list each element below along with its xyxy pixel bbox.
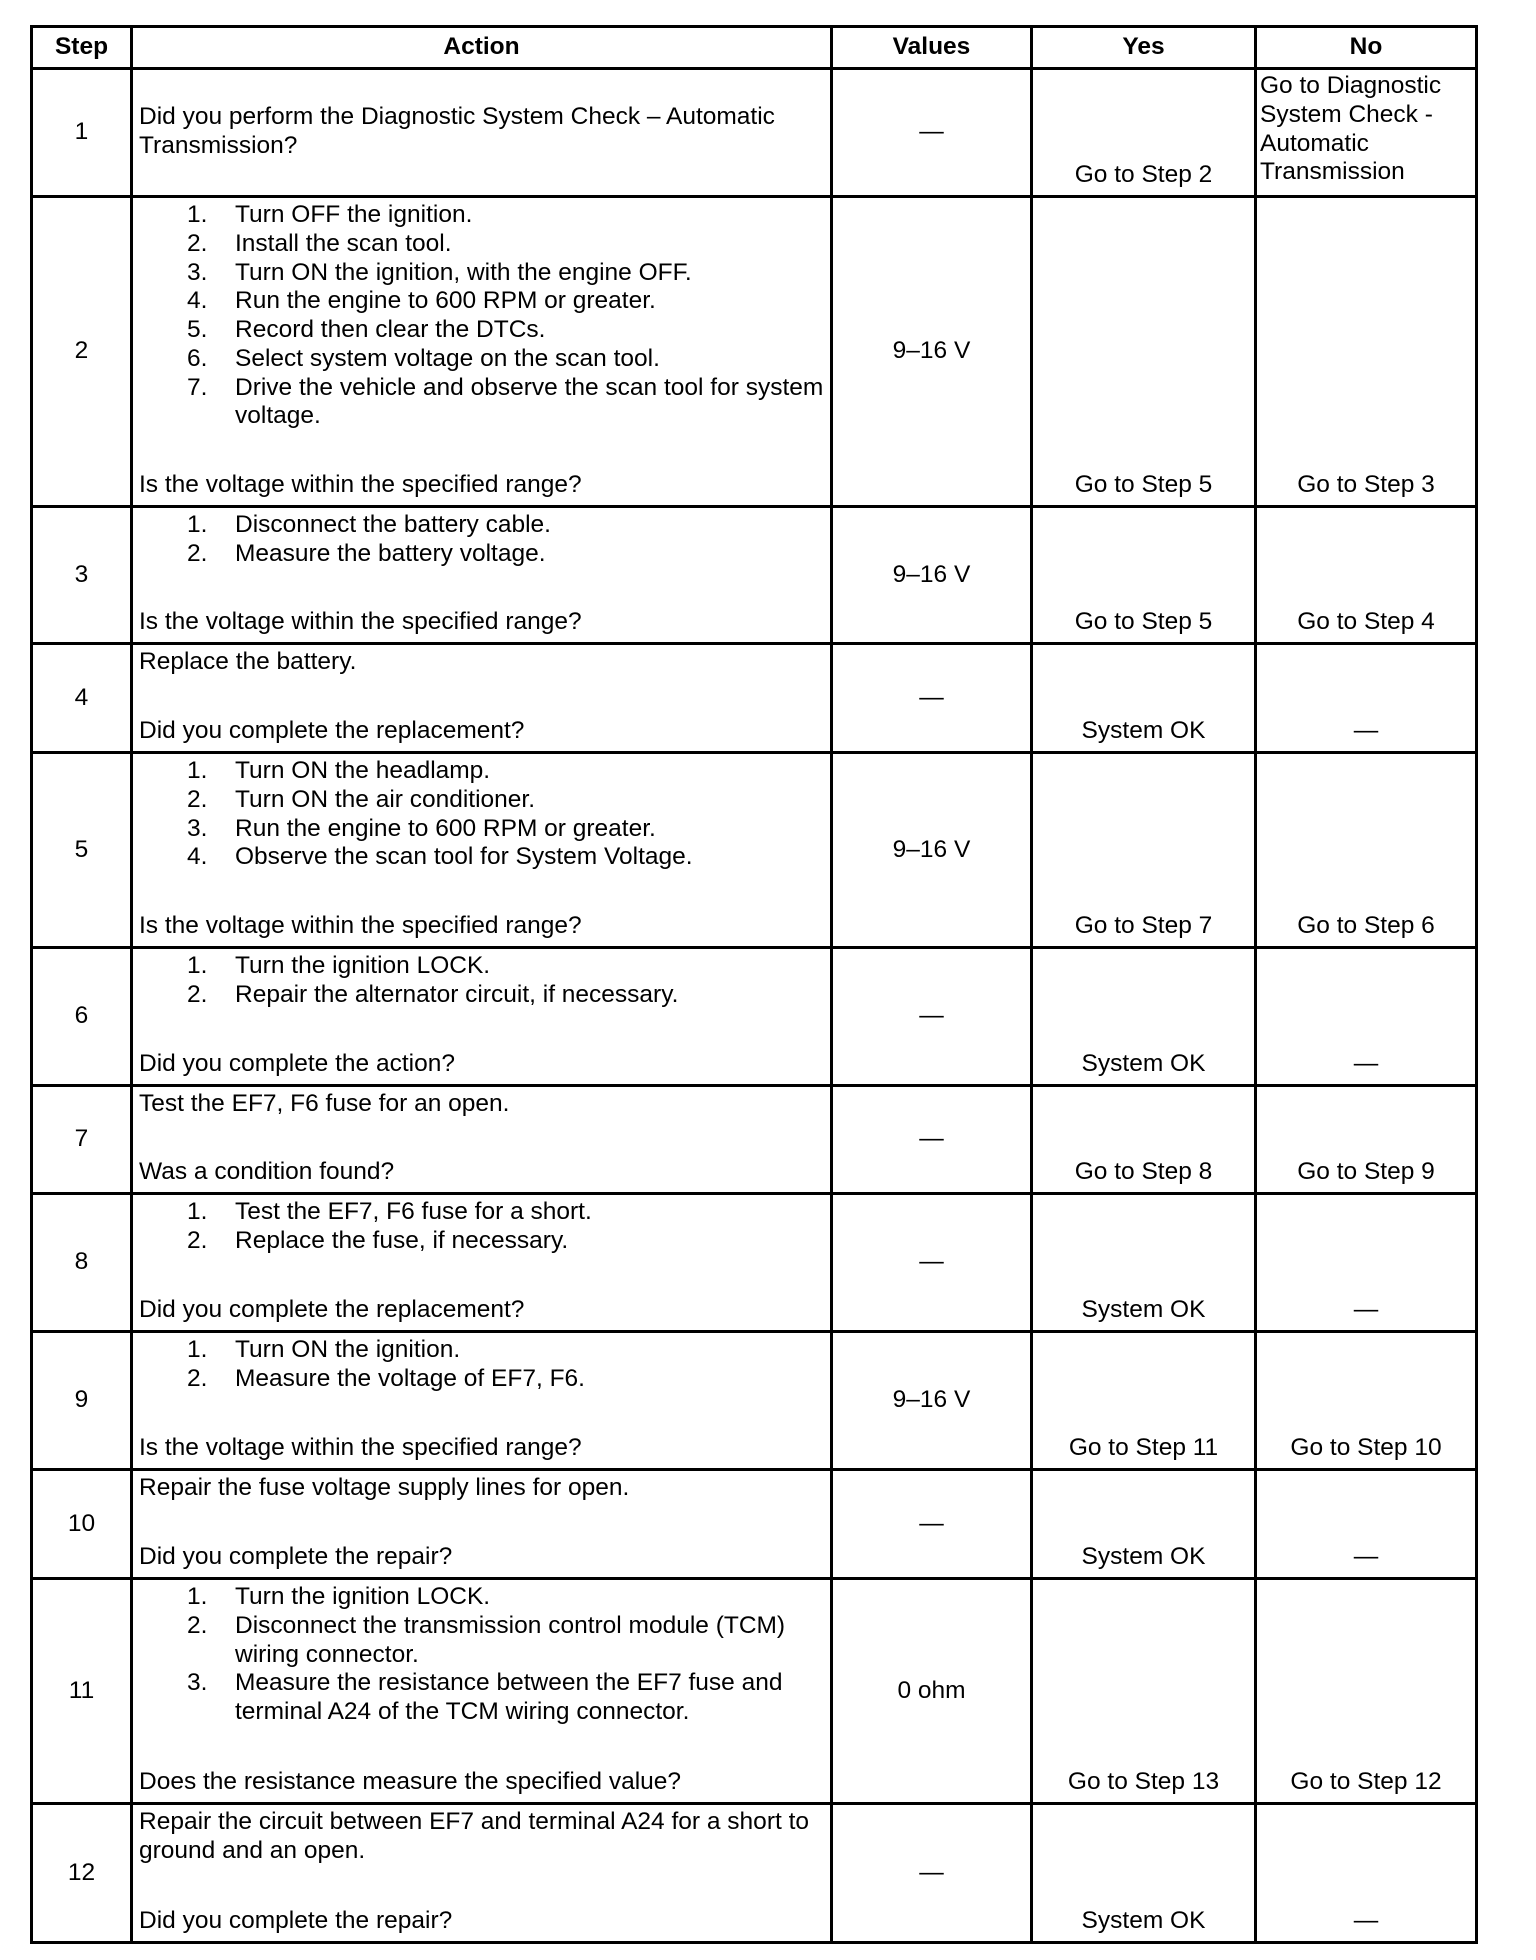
no-cell <box>1257 1087 1475 1192</box>
action-step-number: 3. <box>187 258 208 286</box>
action-step-item <box>139 230 826 259</box>
action-question: Did you complete the repair? <box>139 1907 453 1935</box>
step-number: 12 <box>67 1858 96 1886</box>
action-steps-list <box>139 1198 826 1256</box>
no-cell <box>1257 1580 1475 1802</box>
step-cell <box>33 508 130 642</box>
yes-cell <box>1033 198 1254 505</box>
step-cell <box>33 1805 130 1941</box>
action-step-number: 2. <box>187 539 208 567</box>
step-cell <box>33 949 130 1084</box>
action-step-item <box>139 1612 826 1670</box>
step-number: 11 <box>68 1676 95 1704</box>
action-step-item <box>139 201 826 230</box>
action-step-item <box>139 843 826 872</box>
step-number: 9 <box>74 1386 89 1414</box>
action-step-number: 1. <box>187 952 208 979</box>
action-step-text: Replace the fuse, if necessary. <box>235 1226 569 1254</box>
action-question: Did you complete the replacement? <box>139 717 525 745</box>
step-cell <box>33 1580 130 1802</box>
action-step-text: Disconnect the transmission control module (TCM) wiring connector. <box>235 1611 786 1668</box>
action-step-item <box>139 374 826 432</box>
action-step-item <box>139 1365 826 1394</box>
no-result: Go to Step 10 <box>1290 1434 1442 1462</box>
column-header-label: No <box>1349 33 1383 61</box>
action-step-text: Turn ON the headlamp. <box>235 757 491 784</box>
values-cell <box>833 1471 1030 1577</box>
yes-cell <box>1033 70 1254 195</box>
action-question: Is the voltage within the specified range? <box>139 1434 582 1462</box>
action-step-text: Run the engine to 600 RPM or greater. <box>235 287 656 315</box>
no-cell <box>1257 754 1475 946</box>
action-step-item <box>139 287 826 316</box>
no-cell <box>1257 1471 1475 1577</box>
no-cell <box>1257 1195 1475 1330</box>
step-number: 10 <box>67 1509 96 1537</box>
action-step-number: 2. <box>187 980 208 1008</box>
values-cell <box>833 1087 1030 1192</box>
no-result: Go to Step 3 <box>1297 471 1435 499</box>
action-step-number: 2. <box>187 1226 208 1254</box>
no-result: Go to Diagnostic System Check - Automatic Transmission <box>1260 72 1442 186</box>
no-result: — <box>1353 717 1379 745</box>
values-cell <box>833 949 1030 1084</box>
yes-result: Go to Step 5 <box>1074 608 1213 636</box>
yes-result: Go to Step 11 <box>1068 1434 1219 1462</box>
yes-cell <box>1033 1580 1254 1802</box>
action-step-number: 3. <box>187 1669 208 1697</box>
values-cell <box>833 1580 1030 1802</box>
action-step-item <box>139 1583 826 1612</box>
action-step-text: Turn ON the air conditioner. <box>235 785 536 813</box>
action-step-item <box>139 511 826 540</box>
values-cell <box>833 1333 1030 1468</box>
yes-cell <box>1033 1471 1254 1577</box>
yes-result: System OK <box>1081 1296 1206 1324</box>
action-step-text: Select system voltage on the scan tool. <box>235 344 660 372</box>
action-step-number: 2. <box>187 1611 208 1639</box>
yes-result: System OK <box>1081 1907 1206 1935</box>
no-cell <box>1257 198 1475 505</box>
action-step-number: 1. <box>187 1198 208 1225</box>
no-result: — <box>1353 1050 1379 1078</box>
action-step-item <box>139 316 826 345</box>
spec-value: — <box>919 683 944 711</box>
action-question: Does the resistance measure the specified value? <box>139 1768 682 1796</box>
action-step-number: 1. <box>187 757 208 784</box>
action-cell <box>133 1195 830 1330</box>
step-cell <box>33 1087 130 1192</box>
action-cell <box>133 645 830 751</box>
yes-result: Go to Step 7 <box>1074 912 1213 940</box>
column-header-label: Action <box>443 33 520 61</box>
step-cell <box>33 198 130 505</box>
action-question: Is the voltage within the specified range? <box>139 912 582 940</box>
column-header-step <box>33 28 130 67</box>
spec-value: 9–16 V <box>892 1386 971 1414</box>
action-question: Did you complete the action? <box>139 1050 455 1078</box>
action-step-text: Repair the alternator circuit, if necessary. <box>235 980 679 1008</box>
action-instruction: Repair the fuse voltage supply lines for open. <box>139 1474 630 1501</box>
action-step-item <box>139 345 826 374</box>
action-step-item <box>139 815 826 844</box>
step-cell <box>33 754 130 946</box>
values-cell <box>833 198 1030 505</box>
action-question: Is the voltage within the specified range? <box>139 471 582 499</box>
values-cell <box>833 70 1030 195</box>
action-step-number: 7. <box>187 373 208 401</box>
spec-value: 9–16 V <box>892 560 971 588</box>
column-header-values <box>833 28 1030 67</box>
action-step-number: 1. <box>187 1336 208 1363</box>
values-cell <box>833 1195 1030 1330</box>
action-step-item <box>139 1198 826 1227</box>
no-cell <box>1257 1333 1475 1468</box>
action-step-number: 6. <box>187 344 208 372</box>
yes-cell <box>1033 754 1254 946</box>
yes-result: System OK <box>1081 1050 1206 1078</box>
action-step-text: Measure the voltage of EF7, F6. <box>235 1364 585 1392</box>
diagnostic-table <box>30 25 1478 1944</box>
no-result: Go to Step 4 <box>1297 608 1435 636</box>
spec-value: — <box>919 1509 944 1537</box>
action-step-text: Observe the scan tool for System Voltage. <box>235 843 693 871</box>
column-header-no <box>1257 28 1475 67</box>
action-steps-list <box>139 757 826 872</box>
action-cell <box>133 949 830 1084</box>
no-result: — <box>1353 1543 1379 1571</box>
spec-value: 9–16 V <box>892 337 971 365</box>
action-cell <box>133 1580 830 1802</box>
action-step-number: 2. <box>187 785 208 813</box>
spec-value: — <box>919 118 944 146</box>
action-step-text: Turn ON the ignition. <box>235 1336 461 1363</box>
action-step-item <box>139 259 826 288</box>
action-step-number: 5. <box>187 316 208 343</box>
step-cell <box>33 645 130 751</box>
yes-result: System OK <box>1081 1543 1206 1571</box>
yes-cell <box>1033 508 1254 642</box>
action-question: Did you complete the replacement? <box>139 1296 525 1324</box>
yes-result: System OK <box>1081 717 1206 745</box>
yes-cell <box>1033 645 1254 751</box>
column-header-action <box>133 28 830 67</box>
column-header-yes <box>1033 28 1254 67</box>
no-result: Go to Step 6 <box>1297 912 1435 940</box>
yes-result: Go to Step 2 <box>1074 161 1213 189</box>
action-cell <box>133 1333 830 1468</box>
action-step-text: Test the EF7, F6 fuse for a short. <box>235 1198 592 1225</box>
values-cell <box>833 1805 1030 1941</box>
spec-value: — <box>919 1248 944 1276</box>
no-result: — <box>1353 1907 1379 1935</box>
action-step-item <box>139 540 826 569</box>
yes-result: Go to Step 8 <box>1074 1158 1213 1186</box>
action-steps-list <box>139 1583 826 1727</box>
action-step-text: Turn OFF the ignition. <box>235 201 473 228</box>
action-step-number: 1. <box>187 511 208 538</box>
yes-cell <box>1033 1805 1254 1941</box>
action-steps-list <box>139 952 826 1010</box>
action-step-text: Measure the resistance between the EF7 fuse and terminal A24 of the TCM wiring connector. <box>235 1669 783 1725</box>
values-cell <box>833 645 1030 751</box>
step-number: 8 <box>74 1248 89 1276</box>
action-step-item <box>139 1669 826 1727</box>
step-number: 1 <box>74 118 89 146</box>
yes-result: Go to Step 13 <box>1067 1768 1220 1796</box>
no-cell <box>1257 949 1475 1084</box>
step-number: 5 <box>74 835 89 863</box>
yes-cell <box>1033 1087 1254 1192</box>
spec-value: 0 ohm <box>897 1676 966 1704</box>
step-cell <box>33 1333 130 1468</box>
step-cell <box>33 1195 130 1330</box>
no-result: Go to Step 12 <box>1290 1768 1442 1796</box>
action-cell <box>133 1471 830 1577</box>
action-step-text: Record then clear the DTCs. <box>235 316 546 343</box>
yes-cell <box>1033 949 1254 1084</box>
action-instruction: Test the EF7, F6 fuse for an open. <box>139 1090 510 1117</box>
action-step-item <box>139 757 826 786</box>
action-step-text: Disconnect the battery cable. <box>235 511 551 538</box>
column-header-label: Yes <box>1122 33 1165 61</box>
action-cell <box>133 754 830 946</box>
action-steps-list <box>139 1336 826 1394</box>
action-step-number: 2. <box>187 1364 208 1392</box>
step-number: 2 <box>74 337 89 365</box>
action-step-text: Turn the ignition LOCK. <box>235 1583 491 1610</box>
action-step-item <box>139 952 826 981</box>
action-cell <box>133 1087 830 1192</box>
action-instruction: Repair the circuit between EF7 and terminal A24 for a short to ground and an open. <box>139 1808 810 1864</box>
action-step-number: 4. <box>187 287 208 315</box>
action-step-item <box>139 786 826 815</box>
action-step-text: Run the engine to 600 RPM or greater. <box>235 814 656 842</box>
values-cell <box>833 508 1030 642</box>
no-cell <box>1257 1805 1475 1941</box>
step-number: 3 <box>74 560 89 588</box>
action-step-item <box>139 981 826 1010</box>
action-instruction: Did you perform the Diagnostic System Check – Automatic Transmission? <box>139 102 775 159</box>
action-step-number: 1. <box>187 201 208 228</box>
step-number: 6 <box>74 1002 89 1030</box>
action-step-item <box>139 1336 826 1365</box>
spec-value: 9–16 V <box>892 835 971 863</box>
no-cell <box>1257 645 1475 751</box>
action-cell <box>133 198 830 505</box>
action-cell <box>133 508 830 642</box>
action-step-text: Drive the vehicle and observe the scan tool for system voltage. <box>235 373 824 430</box>
action-step-number: 1. <box>187 1583 208 1610</box>
spec-value: — <box>919 1125 944 1153</box>
no-result: — <box>1353 1296 1379 1324</box>
action-step-item <box>139 1227 826 1256</box>
action-question: Was a condition found? <box>139 1158 395 1186</box>
action-step-number: 3. <box>187 814 208 842</box>
no-cell <box>1257 70 1475 195</box>
step-number: 4 <box>74 683 89 711</box>
action-question: Is the voltage within the specified range? <box>139 608 582 636</box>
action-step-text: Turn the ignition LOCK. <box>235 952 491 979</box>
step-cell <box>33 70 130 195</box>
action-step-number: 4. <box>187 843 208 871</box>
action-step-text: Measure the battery voltage. <box>235 539 546 567</box>
no-cell <box>1257 508 1475 642</box>
yes-cell <box>1033 1195 1254 1330</box>
action-steps-list <box>139 511 826 569</box>
action-question: Did you complete the repair? <box>139 1543 453 1571</box>
action-step-text: Install the scan tool. <box>235 229 452 257</box>
action-instruction: Replace the battery. <box>139 648 357 675</box>
column-header-label: Values <box>892 33 971 61</box>
action-steps-list <box>139 201 826 431</box>
values-cell <box>833 754 1030 946</box>
spec-value: — <box>919 1002 944 1030</box>
step-cell <box>33 1471 130 1577</box>
action-cell <box>133 1805 830 1941</box>
action-step-text: Turn ON the ignition, with the engine OFF. <box>235 258 692 286</box>
action-step-number: 2. <box>187 229 208 257</box>
action-cell <box>133 70 830 195</box>
spec-value: — <box>919 1858 944 1886</box>
yes-result: Go to Step 5 <box>1074 471 1213 499</box>
column-header-label: Step <box>54 33 109 61</box>
yes-cell <box>1033 1333 1254 1468</box>
no-result: Go to Step 9 <box>1297 1158 1435 1186</box>
step-number: 7 <box>74 1125 89 1153</box>
